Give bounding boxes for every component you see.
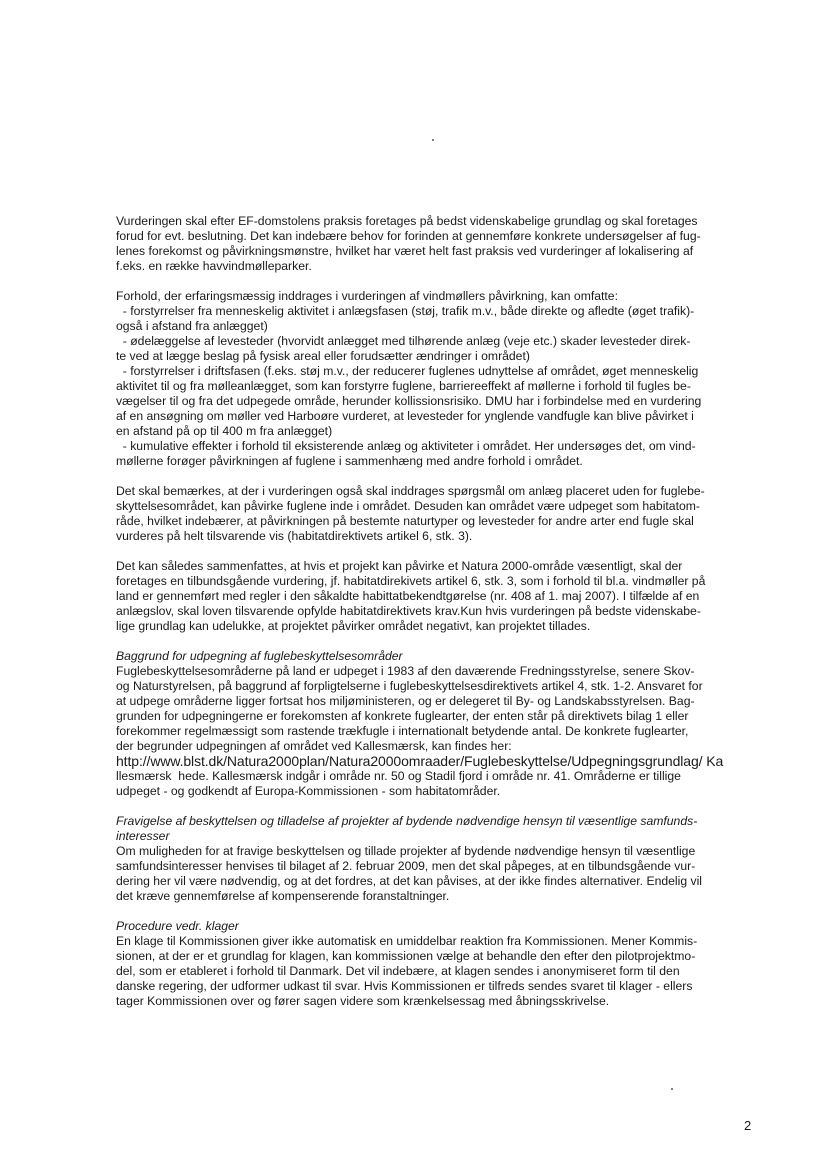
text-line: danske regering, der udformer udkast til svar. Hvis Kommissionen er tilfreds sendes svaret til klager - ellers xyxy=(116,979,693,993)
page-number: 2 xyxy=(744,1118,752,1133)
section-heading: Baggrund for udpegning af fuglebeskyttelsesområder xyxy=(116,649,403,663)
scan-speck xyxy=(671,1088,673,1090)
section-complaint-procedure xyxy=(116,919,752,1009)
text-line: Vurderingen skal efter EF-domstolens praksis foretages på bedst videnskabelige grundlag og skal foretages xyxy=(116,214,698,228)
text-line: llesmærsk hede. Kallesmærsk indgår i område nr. 50 og Stadil fjord i område nr. 41. Områderne er tillige xyxy=(116,769,681,783)
section-heading: Fravigelse af beskyttelsen og tilladelse af projekter af bydende nødvendige hensyn til væsentlige samfunds- xyxy=(116,814,698,828)
text-line: af en ansøgning om møller ved Harboøre vurderet, at levesteder for ynglende vandfugle kan blive påvirket i xyxy=(116,409,694,423)
text-line: land er gennemført med regler i den såkaldte habittatbekendtgørelse (nr. 408 af 1. maj 2007). I tilfælde af en xyxy=(116,589,700,603)
text-line: f.eks. en række havvindmølleparker. xyxy=(116,259,312,273)
section-designation-background xyxy=(116,649,752,799)
text-line: udpeget - og godkendt af Europa-Kommissionen - som habitatområder. xyxy=(116,784,501,798)
text-line: - kumulative effekter i forhold til eksisterende anlæg og aktiviteter i området. Her undersøges det, om vind- xyxy=(116,439,696,453)
section-derogation xyxy=(116,814,752,904)
text-line: Fuglebeskyttelsesområderne på land er udpeget i 1983 af den daværende Fredningsstyrelse, senere Skov- xyxy=(116,664,695,678)
reference-url: http://www.blst.dk/Natura2000plan/Natura2000omraader/Fuglebeskyttelse/Udpegningsgrundlag/ Ka xyxy=(116,753,724,769)
text-line: - forstyrrelser fra menneskelig aktivitet i anlægsfasen (støj, trafik m.v., både direkte og afledte (øget trafik)- xyxy=(116,304,695,318)
text-line: tager Kommissionen over og fører sagen videre som krænkelsessag med åbningsskrivelse. xyxy=(116,994,610,1008)
document-body xyxy=(116,214,752,1024)
paragraph-summary xyxy=(116,559,752,634)
text-line: foretages en tilbundsgående vurdering, jf. habitatdirekivets artikel 6, stk. 3, som i forhold til bl.a. vindmøller på xyxy=(116,574,706,588)
text-line: møllerne forøger påvirkningen af fuglene i sammenhæng med andre forhold i området. xyxy=(116,454,583,468)
text-line: der begrunder udpegningen af området ved Kallesmærsk, kan findes her: xyxy=(116,739,512,753)
text-line: vurderes på helt tilsvarende vis (habitatdirektivets artikel 6, stk. 3). xyxy=(116,529,473,543)
text-line: aktivitet til og fra mølleanlægget, som kan forstyrre fuglene, barriereeffekt af møllerne i forhold til fugles be- xyxy=(116,379,691,393)
text-line: grunden for udpegningerne er forekomsten af konkrete fuglearter, der enten står på direktivets bilag 1 eller xyxy=(116,709,689,723)
text-line: dering her vil være nødvendig, og at det fordres, at det kan påvises, at der ikke findes alternativer. Endelig vil xyxy=(116,874,702,888)
text-line: forud for evt. beslutning. Det kan indebære behov for forinden at gennemføre konkrete undersøgelser af fug- xyxy=(116,229,701,243)
text-line: skyttelsesområdet, kan påvirke fuglene inde i området. Desuden kan området være udpeget som habitatom- xyxy=(116,499,700,513)
text-line: en afstand på op til 400 m fra anlægget) xyxy=(116,424,333,438)
text-line: sionen, at der er et grundlag for klagen, kan kommissionen vælge at behandle den efter den pilotprojektmo- xyxy=(116,949,696,963)
text-line: Det kan således sammenfattes, at hvis et projekt kan påvirke et Natura 2000-område væsentligt, skal der xyxy=(116,559,683,573)
text-line: samfundsinteresser henvises til bilaget af 2. februar 2009, men det skal påpeges, at en tilbundsgående vur- xyxy=(116,859,696,873)
section-heading: Procedure vedr. klager xyxy=(116,919,239,933)
text-line: Forhold, der erfaringsmæssig inddrages i vurderingen af vindmøllers påvirkning, kan omfatte: xyxy=(116,289,618,303)
text-line: forekommer regelmæssigt som rastende trækfugle i internationalt betydende antal. De konkrete fuglearter, xyxy=(116,724,689,738)
paragraph-impact-factors xyxy=(116,289,752,469)
paragraph-outside-area xyxy=(116,484,752,544)
scan-speck xyxy=(432,139,434,141)
text-line: lige grundlag kan udelukke, at projektet påvirker området negativt, kan projektet tillades. xyxy=(116,619,591,633)
text-line: anlægslov, skal loven tilsvarende opfylde habitatdirektivets krav.Kun hvis vurderingen på bedste videnskabe- xyxy=(116,604,701,618)
text-line: Om muligheden for at fravige beskyttelsen og tillade projekter af bydende nødvendige hensyn til væsentlige xyxy=(116,844,696,858)
text-line: te ved at lægge beslag på fysisk areal eller forudsætter ændringer i området) xyxy=(116,349,530,363)
text-line: råde, hvilket indebærer, at påvirkningen på bestemte naturtyper og levesteder for andre arter end fugle skal xyxy=(116,514,694,528)
text-line: Det skal bemærkes, at der i vurderingen også skal inddrages spørgsmål om anlæg placeret uden for fuglebe- xyxy=(116,484,705,498)
text-line: vægelser til og fra det udpegede område, herunder kollissionsrisiko. DMU har i forbindelse med en vurdering xyxy=(116,394,702,408)
text-line: lenes forekomst og påvirkningsmønstre, hvilket har været helt fast praksis ved vurderinger af lokalisering af xyxy=(116,244,694,258)
text-line: - ødelæggelse af levesteder (hvorvidt anlægget med tilhørende anlæg (veje etc.) skader levesteder direk- xyxy=(116,334,691,348)
text-line: del, som er etableret i forhold til Danmark. Det vil indebære, at klagen sendes i anonymiseret form til den xyxy=(116,964,680,978)
text-line: også i afstand fra anlægget) xyxy=(116,319,268,333)
text-line: - forstyrrelser i driftsfasen (f.eks. støj m.v., der reducerer fuglenes udnyttelse af området, øget menneskelig xyxy=(116,364,699,378)
text-line: og Naturstyrelsen, på baggrund af forpligtelserne i fuglebeskyttelsesdirektivets artikel 4, stk. 1-2. Ansvaret for xyxy=(116,679,703,693)
text-line: at udpege områderne ligger fortsat hos miljøministeren, og er delegeret til By- og Landskabsstyrelsen. Bag- xyxy=(116,694,695,708)
section-heading-continued: interesser xyxy=(116,829,170,843)
text-line: En klage til Kommissionen giver ikke automatisk en umiddelbar reaktion fra Kommissionen. Mener Kommis- xyxy=(116,934,698,948)
text-line: det kræve gennemførelse af kompenserende foranstaltninger. xyxy=(116,889,450,903)
paragraph-assessment-basis xyxy=(116,214,752,274)
